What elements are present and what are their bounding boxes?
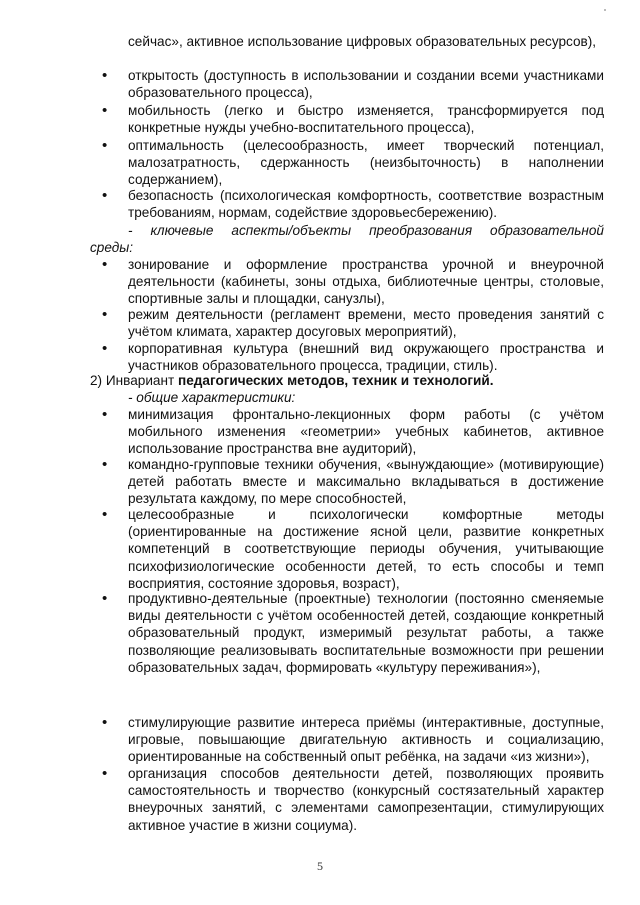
list-item-minimization: минимизация фронтально-лекционных форм работы (с учётом мобильного изменения «геометрии» учебных кабинетов, активное использование пространства вне аудиторий), bbox=[128, 407, 604, 457]
list-item-safety: безопасность (психологическая комфортность, соответствие возрастным требованиям, нормам, содействие здоровьесбережению). bbox=[128, 188, 604, 221]
list-item-schedule: режим деятельности (регламент времени, место проведения занятий с учётом климата, характер досуговых мероприятий), bbox=[128, 307, 604, 340]
bullet-marker: • bbox=[102, 456, 108, 473]
section-heading-prefix: 2) Инвариант bbox=[90, 373, 178, 388]
scan-speck bbox=[604, 9, 606, 11]
bullet-marker: • bbox=[102, 340, 108, 357]
bullet-marker: • bbox=[102, 102, 108, 119]
list-item-optimality: оптимальность (целесообразность, имеет творческий потенциал, малозатратность, сдержанность (неизбыточность) в наполнении содержанием), bbox=[128, 138, 604, 188]
bullet-marker: • bbox=[102, 506, 108, 523]
page-number: 5 bbox=[317, 859, 323, 873]
list-item-corporate-culture: корпоративная культура (внешний вид окружающего пространства и участников образовательного процесса, традиции, стиль). bbox=[128, 341, 604, 374]
bullet-marker: • bbox=[102, 590, 108, 607]
list-item-methods: целесообразные и психологически комфортные методы (ориентированные на достижение ясной цели, развитие конкретных компетенций в соответствующие периоды обучения, учитывающие психофизиологические особенности детей, то есть способы и темп восприятия, состояние здоровья, возраст), bbox=[128, 507, 604, 591]
bullet-marker: • bbox=[102, 187, 108, 204]
subheading-key-aspects-cont: среды: bbox=[90, 240, 134, 255]
section-heading-bold: педагогических методов, техник и технологий. bbox=[178, 373, 494, 388]
list-item-zoning: зонирование и оформление пространства урочной и внеурочной деятельности (кабинеты, зоны отдыха, библиотечные центры, столовые, спортивные залы и площадки, санузлы), bbox=[128, 257, 604, 307]
bullet-marker: • bbox=[102, 256, 108, 273]
list-item-interest: стимулирующие развитие интереса приёмы (интерактивные, доступные, игровые, повышающие двигательную активность и социализацию, ориентированные на собственный опыт ребёнка, на задачи «из жизни»), bbox=[128, 715, 604, 765]
bullet-marker: • bbox=[102, 137, 108, 154]
bullet-marker: • bbox=[102, 67, 108, 84]
list-item-openness: открытость (доступность в использовании и создании всеми участниками образовательного процесса), bbox=[128, 68, 604, 101]
subheading-general: - общие характеристики: bbox=[128, 390, 296, 405]
continuation-text: сейчас», активное использование цифровых образовательных ресурсов), bbox=[128, 34, 597, 49]
section-heading-2 bbox=[90, 372, 604, 389]
list-item-organization: организация способов деятельности детей, позволяющих проявить самостоятельность и творчество (конкурсный состязательный характер внеурочных занятий, с элементами самопрезентации, стимулирующих активное участие в жизни социума). bbox=[128, 766, 604, 833]
bullet-marker: • bbox=[102, 306, 108, 323]
list-item-mobility: мобильность (легко и быстро изменяется, трансформируется под конкретные нужды учебно-воспитательного процесса), bbox=[128, 103, 604, 136]
bullet-marker: • bbox=[102, 765, 108, 782]
bullet-marker: • bbox=[102, 406, 108, 423]
list-item-project: продуктивно-деятельные (проектные) технологии (постоянно сменяемые виды деятельности с учётом особенностей детей, создающие конкретный образовательный продукт, измеримый результат работы, а также позволяющие реализовывать воспитательные возможности при решении образовательных задач, формировать «культуру переживания»), bbox=[128, 591, 604, 675]
subheading-key-aspects: - ключевые аспекты/объекты преобразования образовательной bbox=[128, 223, 604, 238]
bullet-marker: • bbox=[102, 714, 108, 731]
list-item-team: командно-групповые техники обучения, «вынуждающие» (мотивирующие) детей работать вместе и максимально вкладываться в достижение результата каждому, по мере способностей, bbox=[128, 457, 604, 507]
